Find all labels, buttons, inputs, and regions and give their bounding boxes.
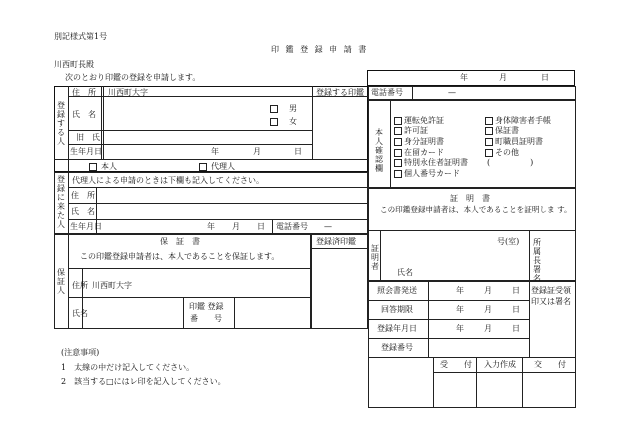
guarantee-name-label: 氏名 (72, 309, 88, 318)
seal-label: 登録する印鑑 (316, 88, 364, 97)
visitor-phone-label: 電話番号 (276, 222, 308, 231)
visitor-birth-year: 年 (207, 222, 215, 231)
certificate-room: 号(室) (497, 237, 520, 246)
office-row-3-year: 年 (456, 324, 464, 333)
identity-item-10[interactable]: その他 (485, 149, 519, 157)
registrant-female[interactable]: 女 (270, 118, 297, 126)
registrant-name-label: 氏 名 (72, 110, 96, 119)
registrant-birth-day: 日 (294, 147, 302, 156)
office-row-4-label: 登録番号 (381, 343, 413, 352)
certificate-sign-label: 所属長署名 (533, 238, 541, 283)
intro-text: 次のとおり印鑑の登録を申請します。 (65, 73, 201, 82)
date-day: 日 (541, 73, 549, 82)
guarantee-regno-label-2: 番 号 (190, 314, 222, 323)
addressee: 川西町長殿 (54, 60, 94, 69)
office-row-3-month: 月 (484, 324, 492, 333)
certificate-side-label: 証明者 (371, 244, 379, 271)
visitor-address-label: 住 所 (71, 191, 95, 200)
checkbox-proxy[interactable] (199, 163, 207, 171)
office-row-2-label: 回答期限 (381, 305, 413, 314)
office-row-1-year: 年 (456, 286, 464, 295)
registrant-birth-month: 月 (253, 147, 261, 156)
office-row-2-day: 日 (512, 305, 520, 314)
guarantee-regno-label-1: 印鑑 登録 (189, 302, 224, 311)
office-row-1-label: 照会書発送 (377, 286, 417, 295)
certificate-title: 証 明 書 (450, 194, 490, 203)
identity-side-label: 本人確認欄 (375, 128, 383, 173)
note-1: 1 太線の中だけ記入してください。 (61, 363, 195, 372)
visitor-name-label: 氏 名 (71, 207, 95, 216)
note-2: 2 該当する□にはレ印を記入してください。 (61, 377, 226, 386)
identity-paren: ( ) (487, 158, 534, 167)
registered-seal-label: 登録済印鑑 (316, 237, 356, 246)
checkbox-male[interactable] (270, 105, 278, 113)
registrant-birth-year: 年 (211, 147, 219, 156)
visitor-birth-day: 日 (257, 222, 265, 231)
identity-item-6[interactable]: 個人番号カード (394, 170, 460, 178)
identity-item-2[interactable]: 許可証 (394, 127, 428, 135)
visitor-phone-value: — (324, 222, 332, 231)
checkbox-self[interactable] (89, 163, 97, 171)
registrant-address-label: 住 所 (72, 88, 96, 97)
col-issued: 交 付 (534, 360, 566, 369)
office-row-1-month: 月 (484, 286, 492, 295)
visitor-self[interactable]: 本人 (89, 163, 117, 171)
identity-item-9[interactable]: 町職員証明書 (485, 138, 543, 146)
registrant-address-value: 川西町大字 (108, 88, 148, 97)
office-row-3-day: 日 (512, 324, 520, 333)
guarantee-address-label: 住所 (72, 281, 88, 290)
registrant-male[interactable]: 男 (270, 105, 297, 113)
registrant-side-label: 登録する人 (57, 101, 65, 146)
registrant-phone-value: — (448, 88, 456, 97)
col-received: 受 付 (440, 360, 472, 369)
visitor-birth-label: 生年月日 (70, 222, 102, 231)
identity-item-4[interactable]: 在留カード (394, 149, 444, 157)
visitor-birth-month: 月 (232, 222, 240, 231)
guarantee-side-label: 保証人 (57, 268, 65, 295)
office-row-2-year: 年 (456, 305, 464, 314)
identity-item-1[interactable]: 運転免許証 (394, 117, 444, 125)
office-row-3-label: 登録年月日 (377, 324, 417, 333)
identity-item-8[interactable]: 保証書 (485, 127, 519, 135)
guarantee-title: 保 証 書 (160, 237, 200, 246)
registrant-birth-label: 生年月日 (70, 147, 102, 156)
certificate-text: この印鑑登録申請者は、本人であることを証明しま す。 (380, 205, 572, 214)
identity-item-3[interactable]: 身分証明書 (394, 138, 444, 146)
visitor-side-label: 登録に来た人 (57, 175, 65, 229)
page-title: 印 鑑 登 録 申 請 書 (271, 45, 369, 54)
notes-heading: (注意事項) (61, 348, 100, 357)
visitor-proxy[interactable]: 代理人 (199, 163, 235, 171)
date-month: 月 (499, 73, 507, 82)
registrant-phone-label: 電話番号 (371, 88, 403, 97)
office-row-1-day: 日 (512, 286, 520, 295)
form-number: 別記様式第1号 (54, 32, 108, 41)
checkbox-female[interactable] (270, 118, 278, 126)
identity-item-7[interactable]: 身体障害者手帳 (485, 117, 551, 125)
guarantee-address-value: 川西町大字 (92, 281, 132, 290)
identity-item-5[interactable]: 特別永住者証明書 (394, 159, 468, 167)
guarantee-text: この印鑑登録申請者は、本人であることを保証します。 (80, 252, 280, 261)
office-row-2-month: 月 (484, 305, 492, 314)
proxy-note: 代理人による申請のときは下欄も記入してください。 (72, 176, 264, 185)
col-input: 入力作成 (484, 360, 516, 369)
office-receipt-label: 登録証受領印又は署名 (531, 286, 571, 306)
registrant-old-name-label: 旧 氏 (76, 133, 100, 142)
certificate-name-label: 氏名 (397, 268, 413, 277)
date-year: 年 (460, 73, 468, 82)
